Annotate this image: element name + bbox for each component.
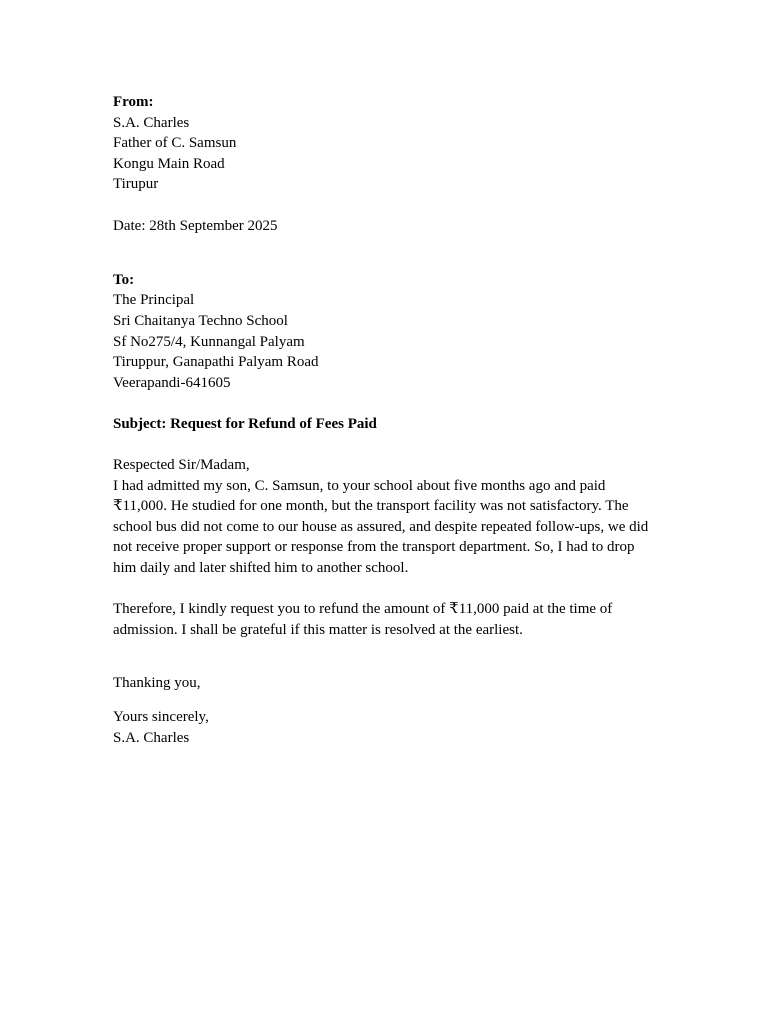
from-heading: From:: [113, 94, 154, 110]
body-line: him daily and later shifted him to another school.: [113, 560, 409, 577]
to-heading: To:: [113, 271, 135, 288]
body-line: school bus did not come to our house as assured, and despite repeated follow-ups, we did: [113, 518, 649, 535]
to-address-line-3: Veerapandi-641605: [113, 374, 231, 391]
body-paragraph-1: [113, 455, 658, 579]
from-block: [113, 92, 658, 195]
letter: [113, 92, 658, 748]
thanks-line: Thanking you,: [113, 675, 201, 692]
from-street: Kongu Main Road: [113, 155, 225, 172]
to-block: [113, 270, 658, 394]
letter-date: Date: 28th September 2025: [113, 217, 278, 234]
body-line: not receive proper support or response from the transport department. So, I had to drop: [113, 539, 635, 556]
signature-block: [113, 707, 658, 748]
from-city: Tirupur: [113, 176, 159, 193]
to-recipient: The Principal: [113, 292, 195, 309]
from-relation: Father of C. Samsun: [113, 135, 237, 152]
body-line: ₹11,000. He studied for one month, but the transport facility was not satisfactory. The: [113, 498, 629, 515]
body-line: Therefore, I kindly request you to refund the amount of ₹11,000 paid at the time of: [113, 601, 613, 618]
to-school: Sri Chaitanya Techno School: [113, 312, 288, 329]
to-address-line-2: Tiruppur, Ganapathi Palyam Road: [113, 354, 319, 371]
body-line: admission. I shall be grateful if this matter is resolved at the earliest.: [113, 621, 523, 638]
subject-line: Subject: Request for Refund of Fees Paid: [113, 415, 377, 432]
signature-name: S.A. Charles: [113, 729, 190, 746]
to-address-line-1: Sf No275/4, Kunnangal Palyam: [113, 333, 305, 350]
salutation: Respected Sir/Madam,: [113, 457, 250, 474]
sign-off: Yours sincerely,: [113, 709, 209, 726]
body-line: I had admitted my son, C. Samsun, to your school about five months ago and paid: [113, 477, 606, 494]
from-name: S.A. Charles: [113, 114, 190, 131]
body-paragraph-2: [113, 599, 658, 640]
